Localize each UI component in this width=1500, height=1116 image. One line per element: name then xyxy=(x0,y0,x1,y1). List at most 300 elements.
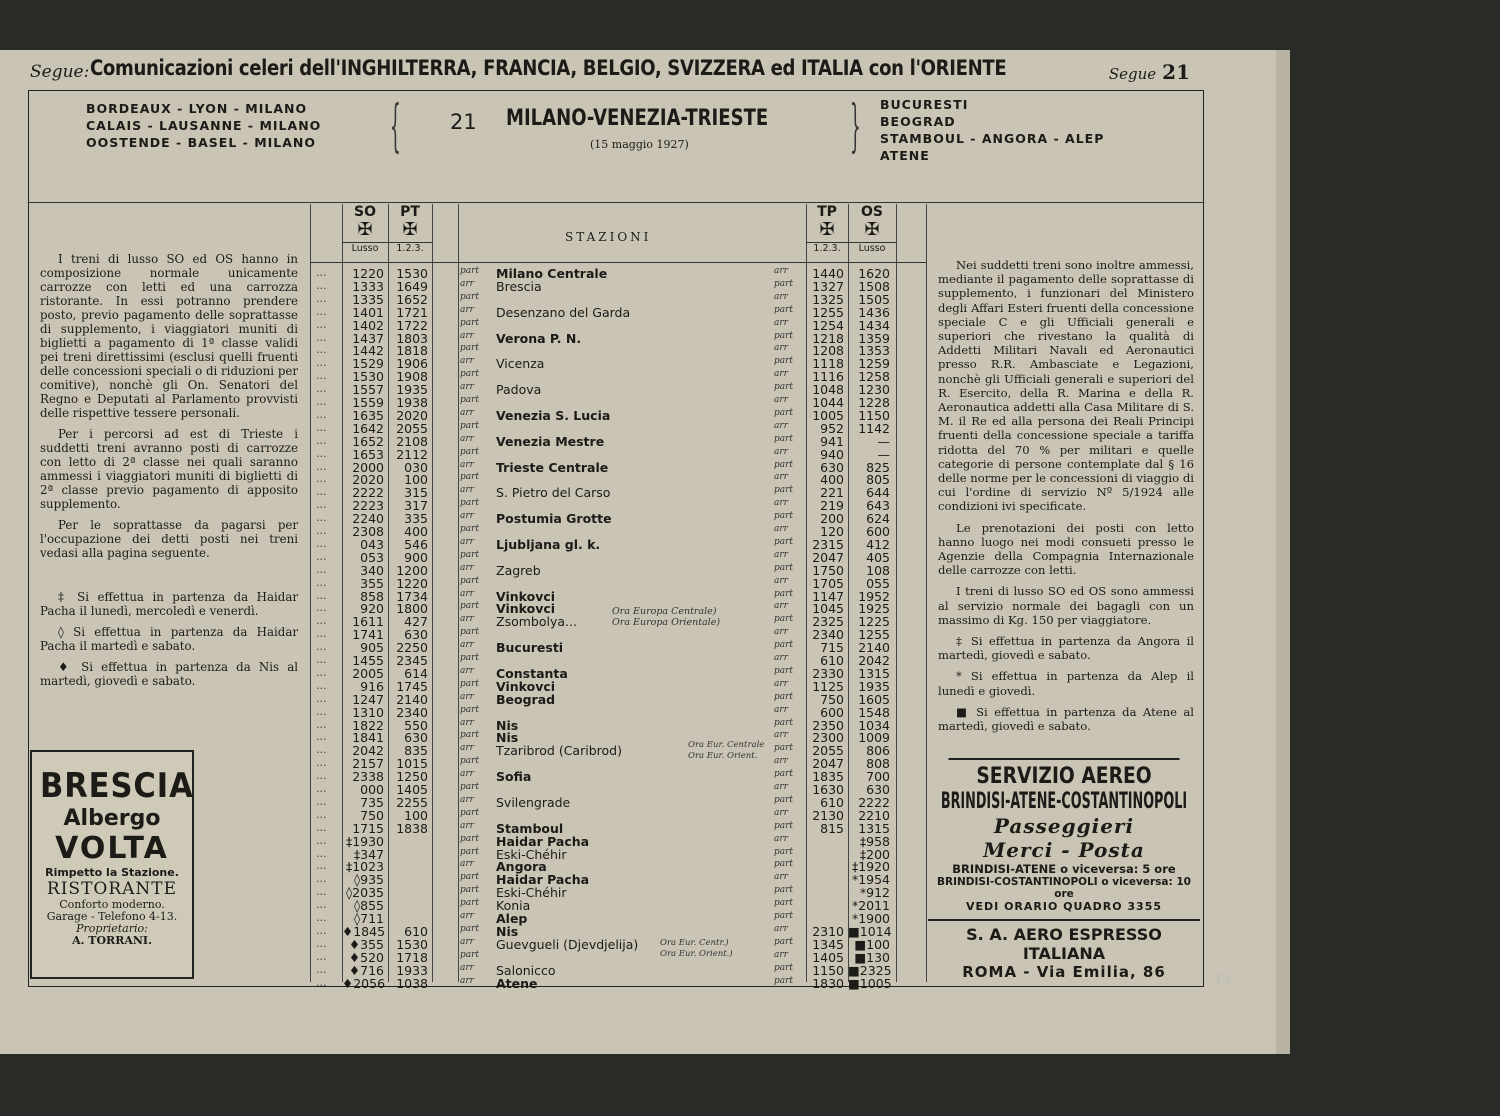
time-so: 1402 xyxy=(352,317,384,333)
time-so: 1333 xyxy=(352,278,384,294)
time-os: *1900 xyxy=(851,911,890,926)
arr-part-label: arr xyxy=(460,485,474,496)
arr-part-label: arr xyxy=(774,782,788,792)
routes-from xyxy=(86,100,321,151)
empty-cell-dots: ... xyxy=(316,769,327,783)
arr-part-label: part xyxy=(460,524,480,534)
empty-cell-dots: ... xyxy=(316,446,327,460)
arr-part-label: part xyxy=(774,769,794,780)
station-name: Zagreb xyxy=(496,562,541,578)
time-so: 355 xyxy=(360,575,384,591)
empty-cell-dots: ... xyxy=(316,936,327,950)
empty-cell-dots: ... xyxy=(316,330,327,344)
time-tp: 1045 xyxy=(812,601,844,617)
empty-cell-dots: ... xyxy=(316,872,327,886)
arr-part-label: part xyxy=(460,266,480,276)
station-name: Padova xyxy=(496,382,542,398)
arr-part-label: part xyxy=(460,601,480,612)
route-line: STAMBOUL - ANGORA - ALEP xyxy=(880,131,1105,146)
empty-cell-dots: ... xyxy=(316,653,327,666)
time-so: 1529 xyxy=(352,356,384,372)
ad-title: SERVIZIO AEREO xyxy=(948,758,1179,789)
ad-line: BRINDISI-COSTANTINOPOLI o viceversa: 10 ore xyxy=(937,876,1191,900)
time-so: 2338 xyxy=(352,769,384,785)
station-name: Konia xyxy=(496,898,531,914)
time-os: ‡1920 xyxy=(851,859,890,875)
tzaribrod-timezones xyxy=(688,740,764,762)
time-tp: 2330 xyxy=(812,665,844,681)
station-name: S. Pietro del Carso xyxy=(496,485,611,501)
arr-part-label: part xyxy=(774,820,794,831)
arr-part-label: part xyxy=(460,627,480,638)
arr-part-label: arr xyxy=(774,923,788,934)
time-so: 2222 xyxy=(352,485,384,501)
time-os: 806 xyxy=(866,743,890,759)
empty-cell-dots: ... xyxy=(316,433,327,447)
time-so: 1247 xyxy=(352,691,384,707)
empty-cell-dots: ... xyxy=(316,717,327,731)
time-tp: 2340 xyxy=(812,627,844,643)
arr-part-label: part xyxy=(774,407,794,418)
time-so: 2223 xyxy=(352,498,384,514)
time-tp: 1208 xyxy=(812,343,844,359)
arr-part-label: arr xyxy=(460,794,474,805)
time-os: 1150 xyxy=(858,407,890,423)
time-so: ♦1845 xyxy=(342,923,386,939)
table-ref xyxy=(1109,60,1190,84)
arr-part-label: part xyxy=(460,420,480,431)
time-os: — xyxy=(877,433,890,449)
segue-left: Segue: xyxy=(30,62,90,82)
empty-cell-dots: ... xyxy=(316,833,327,847)
empty-cell-dots: ... xyxy=(316,949,327,963)
station-name: Haidar Pacha xyxy=(496,833,590,849)
arr-part-label: part xyxy=(774,278,794,289)
arr-part-label: part xyxy=(460,898,480,909)
header-rule xyxy=(28,202,1204,203)
arr-part-label: arr xyxy=(460,304,474,315)
time-os: 1255 xyxy=(858,627,890,643)
timezone-note: Ora Eur. Orient.) xyxy=(660,949,733,959)
time-so: 1442 xyxy=(352,343,384,359)
arr-part-label: part xyxy=(774,511,794,522)
time-so: 1635 xyxy=(352,407,384,423)
arr-part-label: part xyxy=(774,743,794,754)
time-tp: 815 xyxy=(820,820,844,836)
arr-part-label: part xyxy=(460,833,480,844)
time-os: 808 xyxy=(866,756,890,772)
empty-cell-dots: ... xyxy=(316,730,327,744)
arr-part-label: part xyxy=(774,665,794,676)
time-os: 1315 xyxy=(858,820,890,836)
time-pt: 427 xyxy=(404,614,428,630)
time-tp: 1218 xyxy=(812,330,844,346)
sleeping-car-icon: ✠ xyxy=(357,219,373,240)
station-name: Verona P. N. xyxy=(496,330,582,346)
station-name: Brescia xyxy=(496,278,542,294)
ad-line: Albergo xyxy=(63,806,161,831)
arr-part-label: part xyxy=(460,923,480,934)
time-tp: 610 xyxy=(820,653,844,668)
time-os: 1925 xyxy=(858,601,890,617)
time-so: 1841 xyxy=(352,730,384,746)
time-os: 412 xyxy=(866,536,890,552)
time-os: 1009 xyxy=(858,730,890,746)
time-pt: 614 xyxy=(404,665,428,681)
time-so: ♦355 xyxy=(348,936,384,952)
time-os: 825 xyxy=(866,459,890,475)
arr-part-label: part xyxy=(774,614,794,625)
time-pt: 1818 xyxy=(396,343,428,359)
arr-part-label: arr xyxy=(460,665,474,676)
arr-part-label: part xyxy=(774,794,794,805)
empty-cell-dots: ... xyxy=(316,549,327,563)
time-tp: 1325 xyxy=(812,291,844,307)
time-tp: 1118 xyxy=(812,356,844,372)
empty-cell-dots: ... xyxy=(316,575,327,589)
time-os: 2042 xyxy=(858,653,890,668)
station-name: Nis xyxy=(496,717,519,733)
arr-part-label: part xyxy=(774,846,794,857)
time-so: 2005 xyxy=(352,665,384,681)
time-os: 405 xyxy=(866,549,890,565)
ad-line: BRINDISI-ATENE o viceversa: 5 ore xyxy=(952,862,1176,876)
table-number: 21 xyxy=(1162,60,1190,84)
empty-cell-dots: ... xyxy=(316,588,327,602)
empty-cell-dots: ... xyxy=(316,691,327,705)
arr-part-label: part xyxy=(460,498,480,509)
time-pt: 1200 xyxy=(396,562,428,578)
empty-cell-dots: ... xyxy=(316,807,327,821)
station-name: Atene xyxy=(496,975,538,991)
time-so: 1741 xyxy=(352,627,384,643)
empty-cell-dots: ... xyxy=(316,536,327,550)
empty-cell-dots: ... xyxy=(316,898,327,912)
time-so: ‡1930 xyxy=(345,833,384,849)
empty-cell-dots: ... xyxy=(316,794,327,808)
empty-cell-dots: ... xyxy=(316,356,327,370)
empty-cell-dots: ... xyxy=(316,382,327,396)
time-tp: 1048 xyxy=(812,382,844,398)
time-tp: 1254 xyxy=(812,317,844,333)
time-pt: 2345 xyxy=(396,653,428,668)
empty-cell-dots: ... xyxy=(316,395,327,408)
time-so: 858 xyxy=(360,588,384,604)
time-so: ◊2035 xyxy=(346,885,384,901)
time-os: 644 xyxy=(866,485,890,501)
note: ‡ Si effettua in partenza da Haidar Pacha il lunedì, mercoledì e venerdì. xyxy=(40,590,298,618)
arr-part-label: arr xyxy=(460,588,474,599)
arr-part-label: part xyxy=(774,459,794,470)
time-so: ♦716 xyxy=(348,962,384,978)
arr-part-label: arr xyxy=(460,640,474,651)
time-os: 1225 xyxy=(858,614,890,630)
empty-cell-dots: ... xyxy=(316,911,327,924)
time-tp: 1440 xyxy=(812,266,844,281)
arr-part-label: part xyxy=(460,782,480,792)
routes-to xyxy=(880,96,1104,164)
time-tp: 200 xyxy=(820,511,844,527)
time-tp: 1116 xyxy=(812,369,844,385)
time-pt: 030 xyxy=(404,459,428,475)
route-line: BEOGRAD xyxy=(880,114,956,129)
time-tp: 1345 xyxy=(812,936,844,952)
time-pt: 835 xyxy=(404,743,428,759)
time-tp: 1835 xyxy=(812,769,844,785)
time-so: 2042 xyxy=(352,743,384,759)
arr-part-label: arr xyxy=(460,859,474,870)
time-tp: 219 xyxy=(820,498,844,514)
ad-address: ROMA - Via Emilia, 86 xyxy=(962,963,1166,981)
note: ‡ Si effettua in partenza da Angora il martedì, giovedì e sabato. xyxy=(938,634,1194,663)
route-header xyxy=(30,96,1200,202)
station-name: Trieste Centrale xyxy=(496,459,609,475)
empty-cell-dots: ... xyxy=(316,859,327,873)
time-os: 055 xyxy=(866,575,890,591)
time-so: 053 xyxy=(360,549,384,565)
station-name: Venezia Mestre xyxy=(496,433,605,449)
time-tp: 610 xyxy=(820,794,844,810)
time-pt: 1038 xyxy=(396,975,428,991)
train-class: 1.2.3. xyxy=(388,242,432,254)
time-tp: 750 xyxy=(820,691,844,707)
time-pt: 1906 xyxy=(396,356,428,372)
brace-right: } xyxy=(850,94,861,159)
time-pt: 1718 xyxy=(396,949,428,965)
time-tp: 2130 xyxy=(812,807,844,823)
arr-part-label: part xyxy=(460,317,480,328)
station-name: Milano Centrale xyxy=(496,266,608,281)
time-os: 1505 xyxy=(858,291,890,307)
time-os: 2140 xyxy=(858,640,890,656)
empty-cell-dots: ... xyxy=(316,485,327,499)
time-os: ■2325 xyxy=(848,962,892,978)
time-os: *2011 xyxy=(851,898,890,914)
arr-part-label: part xyxy=(460,653,480,663)
time-pt: 400 xyxy=(404,524,428,539)
time-pt: 1933 xyxy=(396,962,428,978)
arr-part-label: arr xyxy=(460,278,474,289)
time-os: *912 xyxy=(859,885,890,901)
time-pt: 1722 xyxy=(396,317,428,333)
time-pt: 2055 xyxy=(396,420,428,436)
time-tp: 715 xyxy=(820,640,844,656)
page-number: 15 xyxy=(1214,972,1231,987)
time-tp: 2047 xyxy=(812,549,844,565)
time-tp: 1255 xyxy=(812,304,844,320)
time-tp: 940 xyxy=(820,446,844,462)
time-so: 000 xyxy=(360,782,384,797)
time-tp: 2325 xyxy=(812,614,844,630)
sleeping-car-icon: ✠ xyxy=(819,219,835,240)
time-pt: 1935 xyxy=(396,382,428,398)
time-os: 108 xyxy=(866,562,890,578)
time-so: 043 xyxy=(360,536,384,552)
arr-part-label: part xyxy=(774,691,794,702)
ad-route: BRINDISI-ATENE-COSTANTINOPOLI xyxy=(940,789,1188,814)
timezone-note: Ora Eur. Centr.) xyxy=(660,938,729,948)
station-name: Stamboul xyxy=(496,820,564,836)
timezone-note: Ora Europa Orientale) xyxy=(612,617,721,628)
time-os: 700 xyxy=(866,769,890,785)
time-pt: 2140 xyxy=(396,691,428,707)
arr-part-label: part xyxy=(460,949,480,960)
time-pt: 1530 xyxy=(396,936,428,952)
station-name: Postumia Grotte xyxy=(496,511,612,527)
arr-part-label: arr xyxy=(460,936,474,947)
arr-part-label: arr xyxy=(774,498,788,509)
arr-part-label: arr xyxy=(460,962,474,973)
ad-line: Proprietario: xyxy=(76,922,148,935)
time-os: 1353 xyxy=(858,343,890,359)
time-pt: 2108 xyxy=(396,433,428,449)
empty-cell-dots: ... xyxy=(316,562,327,576)
time-pt: 1800 xyxy=(396,601,428,617)
station-name: Alep xyxy=(496,911,528,926)
time-os: ‡958 xyxy=(859,833,890,849)
time-pt: 1652 xyxy=(396,291,428,307)
air-service-advert xyxy=(928,758,1200,984)
empty-cell-dots: ... xyxy=(316,704,327,718)
arr-part-label: part xyxy=(774,588,794,599)
time-pt: 1745 xyxy=(396,678,428,694)
time-pt: 100 xyxy=(404,472,428,488)
arr-part-label: arr xyxy=(460,717,474,728)
time-so: 1559 xyxy=(352,395,384,410)
time-pt: 1938 xyxy=(396,395,428,410)
time-so: ◊855 xyxy=(353,898,384,914)
time-so: 1401 xyxy=(352,304,384,320)
arr-part-label: arr xyxy=(774,730,788,741)
time-pt: 900 xyxy=(404,549,428,565)
time-so: 1557 xyxy=(352,382,384,398)
empty-cell-dots: ... xyxy=(316,291,327,305)
arr-part-label: part xyxy=(460,807,480,818)
arr-part-label: part xyxy=(774,911,794,921)
arr-part-label: part xyxy=(460,872,480,883)
time-pt: 2340 xyxy=(396,704,428,720)
arr-part-label: arr xyxy=(774,949,788,960)
time-so: ◊711 xyxy=(353,911,384,926)
arr-part-label: arr xyxy=(460,459,474,470)
arr-part-label: arr xyxy=(460,433,474,444)
station-name: Ljubljana gl. k. xyxy=(496,536,601,552)
empty-cell-dots: ... xyxy=(316,975,327,989)
time-pt: 1015 xyxy=(396,756,428,772)
time-os: 1952 xyxy=(858,588,890,604)
station-name: Guevgueli (Djevdjelija) xyxy=(496,936,639,952)
effective-date: (15 maggio 1927) xyxy=(590,138,689,151)
time-os: ■1005 xyxy=(848,975,892,991)
station-name: Bucuresti xyxy=(496,640,564,656)
ad-hotel-name: VOLTA xyxy=(55,831,169,866)
station-name: Eski-Chéhir xyxy=(496,846,567,862)
time-os: ■130 xyxy=(854,949,890,965)
table-head-rule xyxy=(310,262,926,263)
time-os: 624 xyxy=(866,511,890,527)
time-os: 1359 xyxy=(858,330,890,346)
time-so: 1310 xyxy=(352,704,384,720)
train-class: 1.2.3. xyxy=(806,242,848,254)
time-os: 1142 xyxy=(858,420,890,436)
empty-cell-dots: ... xyxy=(316,614,327,628)
time-tp: 1630 xyxy=(812,782,844,797)
time-pt: 317 xyxy=(404,498,428,514)
arr-part-label: part xyxy=(460,472,480,483)
station-name: Vicenza xyxy=(496,356,545,372)
time-os: 1436 xyxy=(858,304,890,320)
empty-cell-dots: ... xyxy=(316,407,327,421)
note: Le prenotazioni dei posti con letto hanno luogo nei modi consueti presso le Agenzie della Compagnia Internazionale delle carrozze con letti. xyxy=(938,520,1194,578)
time-tp: 1750 xyxy=(812,562,844,578)
arr-part-label: arr xyxy=(774,395,788,405)
arr-part-label: part xyxy=(774,304,794,315)
brace-left: { xyxy=(390,94,401,159)
time-os: ■1014 xyxy=(848,923,892,939)
time-os: 630 xyxy=(866,782,890,797)
station-name: Salonicco xyxy=(496,962,556,978)
col-rule xyxy=(926,204,927,982)
empty-cell-dots: ... xyxy=(316,756,327,770)
time-os: 1230 xyxy=(858,382,890,398)
train-code: PT xyxy=(400,204,420,220)
note: Per le soprattasse da pagarsi per l'occupazione dei detti posti nei treni vedasi alla pagina seguente. xyxy=(40,518,298,560)
time-os: *1954 xyxy=(851,872,890,888)
time-tp: 400 xyxy=(820,472,844,488)
segue-right: Segue xyxy=(1108,65,1157,83)
time-so: 1455 xyxy=(352,653,384,668)
train-code: OS xyxy=(861,204,883,220)
note: * Si effettua in partenza da Alep il lunedì e giovedì. xyxy=(938,669,1194,698)
time-so: 735 xyxy=(360,794,384,810)
arr-part-label: part xyxy=(774,562,794,573)
empty-cell-dots: ... xyxy=(316,420,327,434)
station-name: Vinkovci xyxy=(496,588,556,604)
arr-part-label: arr xyxy=(774,343,788,354)
arr-part-label: part xyxy=(774,433,794,444)
arr-part-label: part xyxy=(774,356,794,367)
arr-part-label: part xyxy=(460,395,480,405)
time-tp: 600 xyxy=(820,704,844,720)
time-os: 1605 xyxy=(858,691,890,707)
arr-part-label: part xyxy=(460,678,480,689)
empty-cell-dots: ... xyxy=(316,923,327,937)
arr-part-label: arr xyxy=(774,317,788,328)
ad-company: S. A. AERO ESPRESSO ITALIANA xyxy=(928,919,1200,963)
time-tp: 1005 xyxy=(812,407,844,423)
note: Per i percorsi ad est di Trieste i suddetti treni avranno posti di carrozze con letto di 2ª classe nei quali saranno ammessi i viaggiatori muniti di biglietti di 2ª classe previo pagamento di apposito supplemento. xyxy=(40,427,298,511)
arr-part-label: part xyxy=(774,885,794,896)
station-name: Eski-Chéhir xyxy=(496,885,567,901)
time-so: 1642 xyxy=(352,420,384,436)
time-so: 1530 xyxy=(352,369,384,385)
arr-part-label: arr xyxy=(774,420,788,431)
ad-line: Rimpetto la Stazione. xyxy=(45,866,179,879)
time-os: 1508 xyxy=(858,278,890,294)
time-so: ‡1023 xyxy=(345,859,384,875)
empty-cell-dots: ... xyxy=(316,511,327,525)
empty-cell-dots: ... xyxy=(316,665,327,679)
empty-cell-dots: ... xyxy=(316,627,327,641)
route-line: BUCURESTI xyxy=(880,97,969,112)
ad-line: Merci - Posta xyxy=(983,838,1145,862)
timezone-note: Ora Eur. Orient. xyxy=(688,751,758,761)
station-name: Tzaribrod (Caribrod) xyxy=(496,743,622,759)
timezone-note: Ora Eur. Centrale xyxy=(688,740,765,750)
arr-part-label: part xyxy=(460,756,480,767)
time-pt: 100 xyxy=(404,807,428,823)
ad-line: A. TORRANI. xyxy=(72,934,152,947)
